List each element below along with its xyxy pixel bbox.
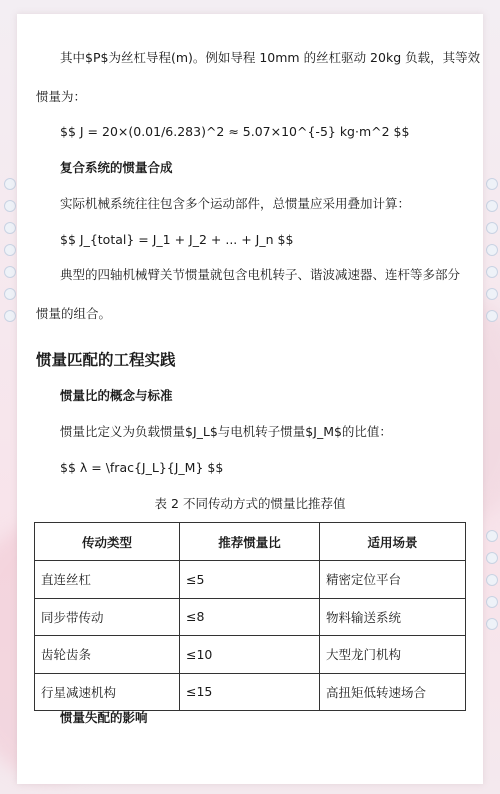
decorative-dot bbox=[486, 178, 498, 190]
paragraph-text: 实际机械系统往往包含多个运动部件，总惯量应采用叠加计算： bbox=[60, 196, 411, 211]
section-heading: 惯量匹配的工程实践 bbox=[36, 351, 176, 369]
table-cell: 高扭矩低转速场合 bbox=[320, 673, 466, 711]
decorative-dot bbox=[4, 244, 16, 256]
decorative-dot bbox=[4, 200, 16, 212]
table-header-cell: 适用场景 bbox=[320, 523, 466, 561]
decorative-dot bbox=[486, 552, 498, 564]
decorative-dot bbox=[486, 288, 498, 300]
subsection-heading: 惯量失配的影响 bbox=[60, 710, 148, 725]
formula: $$ λ = \frac{J_L}{J_M} $$ bbox=[60, 460, 224, 475]
paragraph-text: 其中$P$为丝杠导程(m)。例如导程 10mm 的丝杠驱动 20kg 负载，其等效 bbox=[60, 50, 481, 65]
paragraph-text: 惯量为： bbox=[36, 89, 87, 104]
table-cell: ≤10 bbox=[180, 636, 320, 674]
table-cell: 同步带传动 bbox=[35, 598, 180, 636]
paragraph-text: 惯量的组合。 bbox=[36, 306, 112, 321]
paragraph-text: 典型的四轴机械臂关节惯量就包含电机转子、谐波减速器、连杆等多部分 bbox=[60, 267, 461, 282]
document-page bbox=[17, 14, 483, 784]
decorative-dot bbox=[4, 288, 16, 300]
decorative-dot bbox=[486, 530, 498, 542]
table-cell: 直连丝杠 bbox=[35, 561, 180, 599]
decorative-dot bbox=[486, 222, 498, 234]
formula: $$ J = 20×(0.01/6.283)^2 ≈ 5.07×10^{-5} kg·m^2 $$ bbox=[60, 124, 410, 139]
table-cell: 物料输送系统 bbox=[320, 598, 466, 636]
decorative-dot bbox=[486, 266, 498, 278]
table-row bbox=[35, 561, 466, 599]
table-cell: ≤15 bbox=[180, 673, 320, 711]
table-header-cell: 推荐惯量比 bbox=[180, 523, 320, 561]
decorative-dot bbox=[4, 222, 16, 234]
recommendation-table bbox=[34, 522, 466, 711]
table-row bbox=[35, 636, 466, 674]
subsection-heading: 惯量比的概念与标准 bbox=[60, 388, 173, 403]
decorative-dot bbox=[4, 310, 16, 322]
table-cell: 齿轮齿条 bbox=[35, 636, 180, 674]
decorative-dot bbox=[4, 266, 16, 278]
decorative-dot bbox=[4, 178, 16, 190]
table-row bbox=[35, 598, 466, 636]
decorative-dot bbox=[486, 200, 498, 212]
table-header-row bbox=[35, 523, 466, 561]
table-cell: ≤8 bbox=[180, 598, 320, 636]
decorative-dot bbox=[486, 618, 498, 630]
table-cell: 精密定位平台 bbox=[320, 561, 466, 599]
subsection-heading: 复合系统的惯量合成 bbox=[60, 160, 173, 175]
formula: $$ J_{total} = J_1 + J_2 + ... + J_n $$ bbox=[60, 232, 294, 247]
decorative-dot bbox=[486, 244, 498, 256]
table-row bbox=[35, 673, 466, 711]
table-cell: 行星减速机构 bbox=[35, 673, 180, 711]
decorative-dot bbox=[486, 574, 498, 586]
paragraph-text: 惯量比定义为负载惯量$J_L$与电机转子惯量$J_M$的比值： bbox=[60, 424, 392, 439]
table-cell: ≤5 bbox=[180, 561, 320, 599]
decorative-dot bbox=[486, 310, 498, 322]
decorative-dot bbox=[486, 596, 498, 608]
table-caption: 表 2 不同传动方式的惯量比推荐值 bbox=[154, 496, 346, 511]
table-cell: 大型龙门机构 bbox=[320, 636, 466, 674]
table-header-cell: 传动类型 bbox=[35, 523, 180, 561]
